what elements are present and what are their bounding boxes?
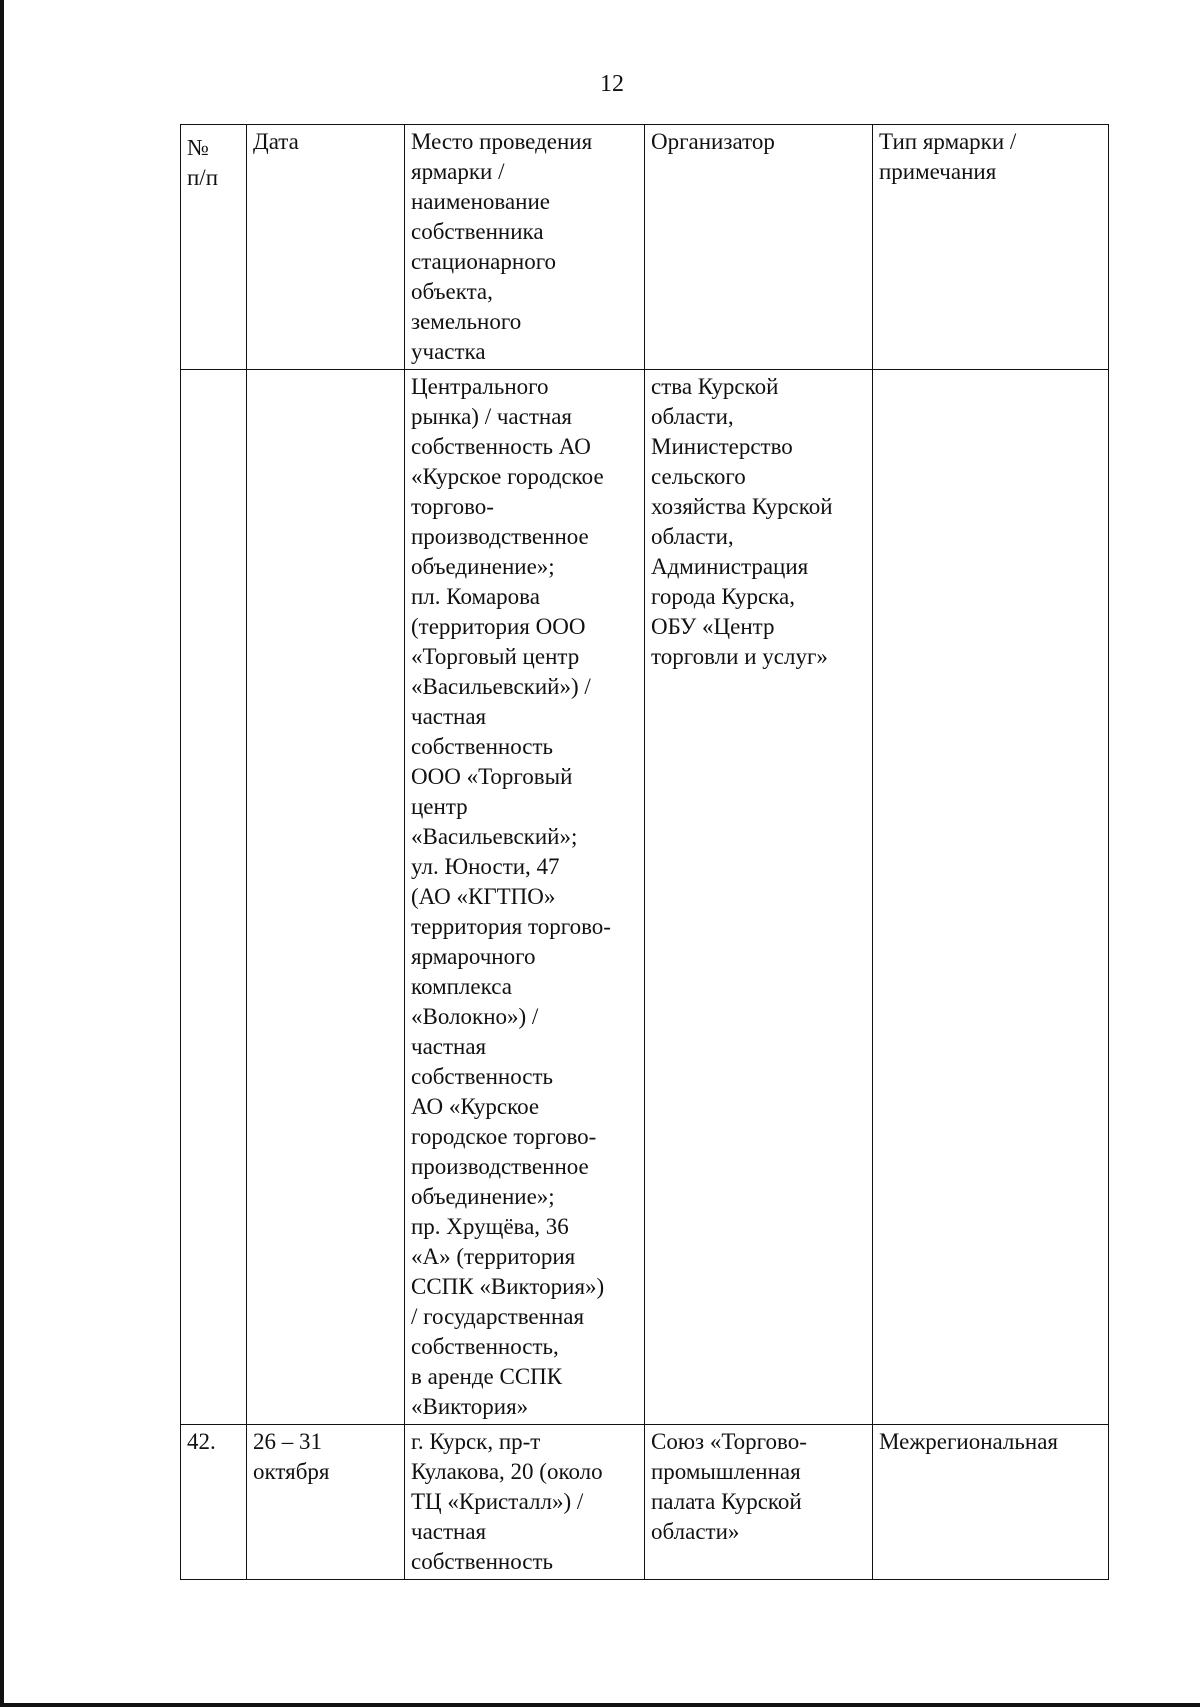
row-organizer-cell: ства Курской области, Министерство сельского хозяйства Курской области, Администрация города Курска, ОБУ «Центр торговли и услуг» (645, 370, 873, 1425)
header-organizer: Организатор (645, 125, 873, 370)
page-number: 12 (600, 71, 624, 97)
header-place: Место проведения ярмарки / наименование собственника стационарного объекта, земельного участка (405, 125, 645, 370)
table-row (181, 370, 1109, 1425)
scan-left-edge (0, 0, 4, 1707)
header-type: Тип ярмарки / примечания (873, 125, 1109, 370)
row-place-cell: Центрального рынка) / частная собственность АО «Курское городское торгово- производственное объединение»; пл. Комарова (территория ООО «Торговый центр «Васильевский») / частная собственность ООО «Торговый центр «Васильевский»; ул. Юности, 47 (АО «КГТПО» территория торгово- ярмарочного комплекса «Волокно») / частная собственность АО «Курское городское торгово- производственное объединение»; пр. Хрущёва, 36 «А» (территория ССПК «Виктория») / государственная собственность, в аренде ССПК «Виктория» (405, 370, 645, 1425)
header-date: Дата (247, 125, 405, 370)
row-date-cell (247, 370, 405, 1425)
row-type-cell (873, 370, 1109, 1425)
row-type-cell: Межрегиональная (873, 1425, 1109, 1580)
row-date-cell: 26 – 31 октября (247, 1425, 405, 1580)
scan-bottom-edge (0, 1703, 1200, 1707)
table-header-row (181, 125, 1109, 370)
header-number: № п/п (181, 125, 247, 370)
row-number-cell (181, 370, 247, 1425)
table-row (181, 1425, 1109, 1580)
fairs-table (180, 124, 1109, 1580)
row-number-cell: 42. (181, 1425, 247, 1580)
row-place-cell: г. Курск, пр-т Кулакова, 20 (около ТЦ «Кристалл») / частная собственность (405, 1425, 645, 1580)
row-organizer-cell: Союз «Торгово- промышленная палата Курской области» (645, 1425, 873, 1580)
